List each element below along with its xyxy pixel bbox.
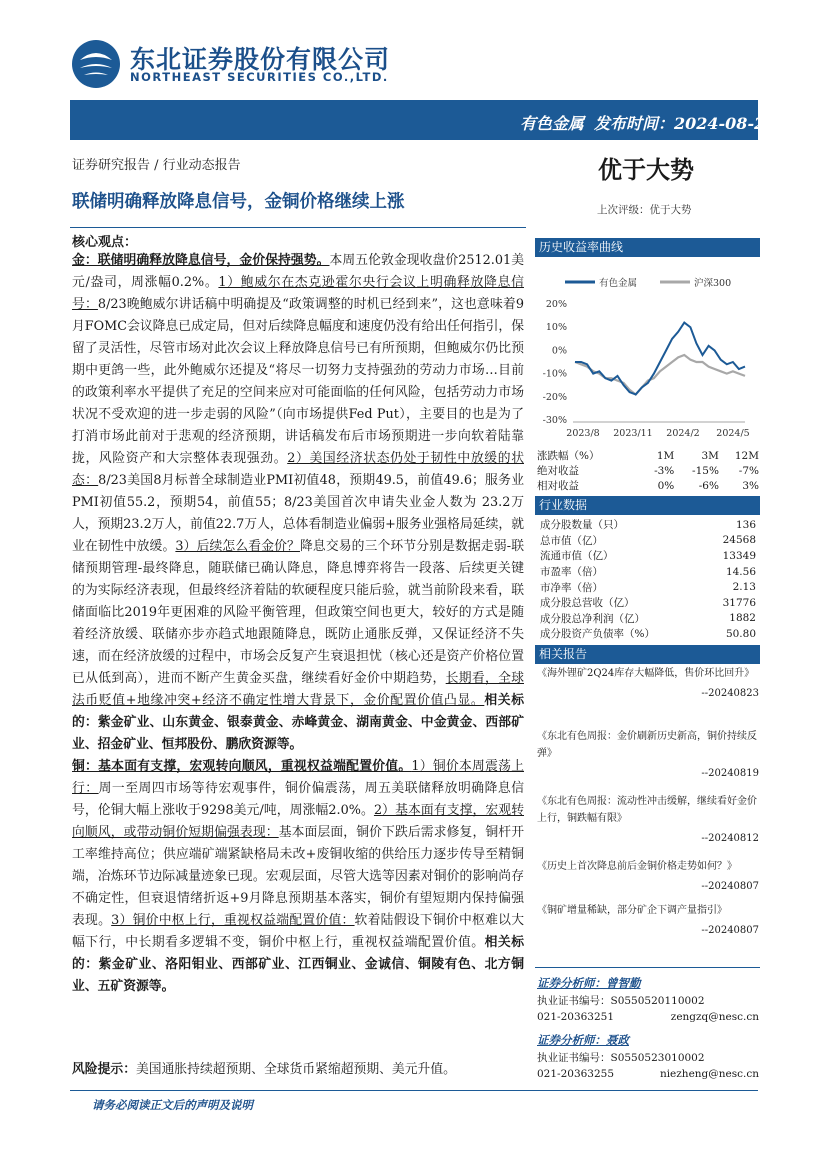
series-line-sector: [575, 323, 745, 395]
copper-subhead-3: 3）铜价中枢上行，重视权益端配置价值：: [111, 913, 355, 928]
chart-section-title: 历史收益率曲线: [535, 238, 760, 257]
x-tick-label: 2024/5: [716, 428, 750, 439]
x-tick-label: 2023/8: [566, 428, 600, 439]
analyst-name: 证券分析师：曾智勤: [537, 976, 641, 990]
copper-subhead-2: 2）基本面有支撑，宏观转向顺风，或带动铜价短期偏强表现：: [72, 803, 524, 840]
core-view-body: [72, 250, 524, 998]
core-view-label: 核心观点：: [72, 235, 138, 250]
related-report-title: 《铜矿增量稀缺，部分矿企下调产量指引》: [537, 905, 727, 916]
perf-table-header: 涨跌幅（%） 1M 3M 12M: [537, 449, 759, 462]
related-report-date: --20240823: [701, 688, 759, 699]
table-row: 相对收益 0% -6% 3%: [537, 479, 759, 492]
related-report-date: --20240812: [701, 833, 759, 844]
company-name-cn: 东北证券股份有限公司: [130, 45, 391, 74]
y-tick-label: -10%: [542, 368, 567, 380]
divider: [70, 227, 526, 228]
table-row: 成分股总净利润（亿） 1882: [540, 612, 756, 625]
analyst-contact: [537, 1011, 759, 1023]
y-tick-label: 20%: [545, 299, 567, 310]
y-tick-label: 10%: [545, 322, 567, 334]
analyst-phone: 021-20363251: [537, 1011, 615, 1023]
performance-table: [537, 448, 759, 493]
table-row: 成分股总营收（亿） 31776: [540, 596, 756, 610]
analyst-divider: [535, 967, 760, 968]
table-row: 市净率（倍） 2.13: [540, 581, 756, 594]
table-row: 市盈率（倍） 14.56: [540, 565, 756, 579]
gold-subhead-1: 1）鲍威尔在杰克逊霍尔央行会议上明确释放降息信号：: [72, 275, 524, 312]
copper-subhead-1: 1）铜价本周震荡上行：: [72, 759, 524, 796]
company-name-en: NORTHEAST SECURITIES CO.,LTD.: [130, 70, 389, 84]
copper-paragraph: 铜：基本面有支撑，宏观转向顺风，重视权益端配置价值。1）铜价本周震荡上行：周一至周四市场等待宏观事件，铜价偏震荡，周五美联储释放明确降息信号，伦铜大幅上涨收于9298美元/吨，周涨幅2.0%。2）基本面有支撑，宏观转向顺风，或带动铜价短期偏强表现：基本面层面，铜价下跌后需求修复，铜杆开工率维持高位；供应端矿端紧缺格局未改+废铜收缩的供给压力逐步传导至精铜端，冶炼环节边际减量迹象已现。宏观层面，尽管大选等因素对铜价的影响尚存不确定性，但衰退情绪折返+9月降息预期基本落实，铜价有望短期内保持偏强表现。3）铜价中枢上行，重视权益端配置价值：软着陆假设下铜价中枢难以大幅下行，中长期看多逻辑不变，铜价中枢上行，重视权益端配置价值。相关标的：紫金矿业、洛阳钼业、西部矿业、江西铜业、金诚信、铜陵有色、北方铜业、五矿资源等。: [72, 759, 525, 994]
related-report-title: 《历史上首次降息前后金铜价格走势如何？》: [537, 861, 737, 872]
analyst-email[interactable]: niezheng@nesc.cn: [659, 1068, 759, 1080]
related-report-title: 《东北有色周报：金价刷新历史新高，铜价持续反弹》: [537, 731, 757, 759]
table-row: 成分股数量（只） 136: [540, 518, 756, 532]
y-tick-label: -20%: [542, 391, 567, 403]
analyst-cert: 执业证书编号：S0550520110002: [537, 995, 705, 1007]
related-report-item[interactable]: [537, 728, 759, 782]
industry-table: [540, 517, 756, 642]
publish-date: 发布时间：2024-08-25: [594, 114, 777, 133]
related-section-title: 相关报告: [535, 645, 760, 664]
x-tick-label: 2023/11: [613, 428, 653, 439]
related-report-title: 《海外锂矿2Q24库存大幅降低，售价环比回升》: [537, 668, 755, 679]
legend-label: 有色金属: [599, 278, 638, 289]
related-report-item[interactable]: [537, 902, 759, 939]
y-tick-label: 0%: [551, 345, 567, 357]
gold-heading: 金：联储明确释放降息信号，金价保持强势。: [72, 253, 330, 268]
gold-paragraph: 金：联储明确释放降息信号，金价保持强势。本周五伦敦金现收盘价2512.01美元/盎司，周涨幅0.2%。1）鲍威尔在杰克逊霍尔央行会议上明确释放降息信号：8/23晚鲍威尔讲话稿中明确提及“政策调整的时机已经到来”，这也意味着9月FOMC会议降息已成定局，但对后续降息幅度和速度仍没有给出任何指引，保留了灵活性，尽管市场对此次会议上释放降息信号已有所预期，但鲍威尔仍比预期中更鸽一些，此外鲍威尔还提及“将尽一切努力支持强劲的劳动力市场…目前的政策利率水平提供了充足的空间来应对可能面临的任何风险，包括劳动力市场状况不受欢迎的进一步走弱的风险”（向市场提供Fed Put），主要目的也是为了打消市场此前对于悲观的经济预期，讲话稿发布后市场预期进一步向软着陆靠拢，风险资产和大宗整体表现强劲。2）美国经济状态仍处于韧性中放缓的状态：8/23美国8月标普全球制造业PMI初值48，预期49.5，前值49.6；服务业PMI初值55.2，预期54，前值55；8/23美国首次申请失业金人数为 23.2万人，预期23.2万人，前值22.7万人，总体看制造业偏弱+服务业强格局延续，就业在韧性中放缓。3）后续怎么看金价？降息交易的三个环节分别是数据走弱-联储预期管理-最终降息，随联储已确认降息，降息博弈将告一段落、后续更关键的为实际经济表现，但最终经济着陆的软硬程度只能后验，就当前阶段来看，联储面临比2019年更困难的风险平衡管理，但政策空间也更大，较好的方式是随着经济放缓、联储亦步亦趋式地跟随降息，既防止通胀反弹，又保证经济不失速，而在经济放缓的过程中，市场会反复产生衰退担忧（核心还是资产价格位置已从低到高），进而不断产生黄金买盘，继续看好金价中期趋势，长期看，全球法币贬值+地缘冲突+经济不确定性增大背景下，金价配置价值凸显。相关标的：紫金矿业、山东黄金、银泰黄金、赤峰黄金、湖南黄金、中金黄金、西部矿业、招金矿业、恒邦股份、鹏欣资源等。: [72, 253, 525, 752]
footer-disclaimer: 请务必阅读正文后的声明及说明: [92, 1098, 253, 1112]
related-report-item[interactable]: [537, 793, 759, 847]
doc-type: 证券研究报告 / 行业动态报告: [72, 158, 241, 173]
related-report-date: --20240807: [701, 881, 759, 892]
table-row: 流通市值（亿） 13349: [540, 549, 756, 563]
analyst-phone: 021-20363255: [537, 1068, 615, 1080]
copper-related-stocks: 相关标的：紫金矿业、洛阳钼业、西部矿业、江西铜业、金诚信、铜陵有色、北方铜业、五矿资源等。: [72, 935, 525, 994]
gold-subhead-2: 2）美国经济状态仍处于韧性中放缓的状态：: [72, 451, 524, 488]
rating: 优于大势: [598, 155, 694, 184]
table-row: 成分股资产负债率（%） 50.80: [540, 627, 756, 641]
related-report-title: 《东北有色周报：流动性冲击缓解，继续看好金价上行，铜跌幅有限》: [537, 796, 757, 824]
analyst-cert: 执业证书编号：S0550523010002: [537, 1052, 705, 1064]
risk-warning: 风险提示：美国通胀持续超预期、全球货币紧缩超预期、美元升值。: [72, 1062, 456, 1077]
analyst-name: 证券分析师：聂政: [537, 1033, 629, 1047]
report-title: 联储明确释放降息信号，金铜价格继续上涨: [72, 192, 405, 212]
related-report-item[interactable]: [537, 665, 759, 702]
y-tick-label: -30%: [542, 415, 567, 426]
table-row: 总市值（亿） 24568: [540, 534, 756, 547]
related-report-item[interactable]: [537, 858, 759, 895]
gold-subhead-4: 长期看，全球法币贬值+地缘冲突+经济不确定性增大背景下，金价配置价值凸显。: [72, 671, 524, 708]
gold-related-stocks: 相关标的：紫金矿业、山东黄金、银泰黄金、赤峰黄金、湖南黄金、中金黄金、西部矿业、招金矿业、恒邦股份、鹏欣资源等。: [72, 693, 524, 752]
related-report-date: --20240819: [701, 768, 759, 779]
company-logo-icon: [70, 38, 122, 90]
analyst-email[interactable]: zengzq@nesc.cn: [670, 1011, 759, 1023]
table-row: 绝对收益 -3% -15% -7%: [537, 464, 759, 477]
sector-label: 有色金属: [519, 114, 584, 133]
copper-heading: 铜：基本面有支撑，宏观转向顺风，重视权益端配置价值。: [72, 759, 412, 774]
previous-rating: 上次评级：优于大势: [597, 204, 692, 216]
gold-subhead-3: 3）后续怎么看金价？: [175, 539, 300, 554]
industry-section-title: 行业数据: [535, 496, 760, 515]
footer-divider: [70, 1090, 758, 1091]
return-chart: [535, 262, 760, 442]
legend-label: 沪深300: [694, 278, 732, 289]
x-tick-label: 2024/2: [666, 428, 700, 439]
related-report-date: --20240807: [701, 925, 759, 936]
analyst-contact: [537, 1068, 759, 1080]
